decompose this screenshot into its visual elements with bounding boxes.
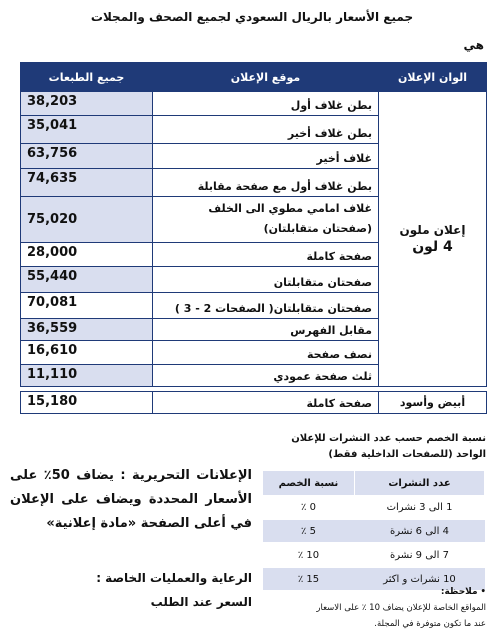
bullet-icon: • [477,587,486,597]
note-block [256,584,486,632]
discount-rate: 10 ٪ [263,543,355,567]
ad-position: صفحة كاملة [153,243,379,267]
ad-price: 55,440 [21,267,153,293]
note-line1: المواقع الخاصة للإعلان يضاف 10 ٪ على الاسعار [316,603,486,613]
ad-position: بطن غلاف أول مع صفحة مقابلة [153,169,379,197]
color-ad-label: إعلان ملون [399,223,466,237]
header-discount-rate: نسبة الخصم [263,471,355,496]
ad-position: صفحة كاملة [153,392,379,414]
discount-rate: 5 ٪ [263,519,355,543]
ad-price: 63,756 [21,144,153,169]
color-count-label: 4 لون [412,239,453,255]
ad-position: بطن غلاف أخير [153,116,379,144]
ad-position: نصف صفحة [153,341,379,365]
ad-position: ثلث صفحة عمودي [153,365,379,387]
bw-ad-type: أبيض وأسود [379,392,487,414]
ad-price: 16,610 [21,341,153,365]
insertions-range: 4 الى 6 نشرة [355,519,485,543]
insertions-range: 10 نشرات و اكثر [355,567,485,591]
ad-position [153,197,379,243]
table-row [21,392,487,414]
color-ad-type-cell [379,92,487,387]
price-table [20,62,487,414]
insertions-range: 7 الى 9 نشرة [355,543,485,567]
ad-position: صفحتان متقابلتان( الصفحات 2 - 3 ) [153,293,379,319]
table-row [263,496,485,520]
ad-price: 15,180 [21,392,153,414]
discount-title-line1: نسبة الخصم حسب عدد النشرات للإعلان [291,433,486,444]
ad-position: صفحتان متقابلتان [153,267,379,293]
magazine-name: هي [463,38,484,52]
ad-price: 28,000 [21,243,153,267]
discount-rate: 15 ٪ [263,567,355,591]
table-row [263,519,485,543]
sponsorship-block [10,566,252,614]
table-row [263,543,485,567]
note-line2: عند ما تكون متوفرة في المجلة. [374,619,486,629]
insertions-range: 1 الى 3 نشرات [355,496,485,520]
editorial-ads-text: الإعلانات التحريرية : يضاف 50٪ على الأسعار المحددة ويضاف على الإعلان في أعلى الصفحة «مادة إعلانية» [10,468,252,531]
header-ad-position: موقع الإعلان [153,63,379,92]
ad-position-line1: غلاف امامي مطوي الى الخلف [208,202,372,215]
discount-title [206,431,486,463]
discount-rate: 0 ٪ [263,496,355,520]
discount-table [262,470,485,592]
note-title: ملاحظة: [440,587,478,597]
ad-price: 74,635 [21,169,153,197]
ad-position: بطن غلاف أول [153,92,379,116]
ad-price: 70,081 [21,293,153,319]
ad-price: 38,203 [21,92,153,116]
header-ad-color: الوان الإعلان [379,63,487,92]
ad-position: مقابل الفهرس [153,319,379,341]
table-row [21,92,487,116]
page-title: جميع الأسعار بالريال السعودي لجميع الصحف والمجلات [90,10,414,24]
discount-header [263,471,485,496]
ad-price: 75,020 [21,197,153,243]
ad-price: 36,559 [21,319,153,341]
sponsorship-label: الرعاية والعمليات الخاصة : [96,571,252,585]
ad-position-line2: (صفحتان متقابلتان) [263,222,372,235]
price-table-header [21,63,487,92]
sponsorship-price: السعر عند الطلب [150,595,252,609]
header-insertions: عدد النشرات [355,471,485,496]
header-all-editions: جميع الطبعات [21,63,153,92]
ad-price: 35,041 [21,116,153,144]
ad-position: غلاف أخير [153,144,379,169]
ad-price: 11,110 [21,365,153,387]
discount-title-line2: الواحد (للصفحات الداخلية فقط) [328,449,486,460]
